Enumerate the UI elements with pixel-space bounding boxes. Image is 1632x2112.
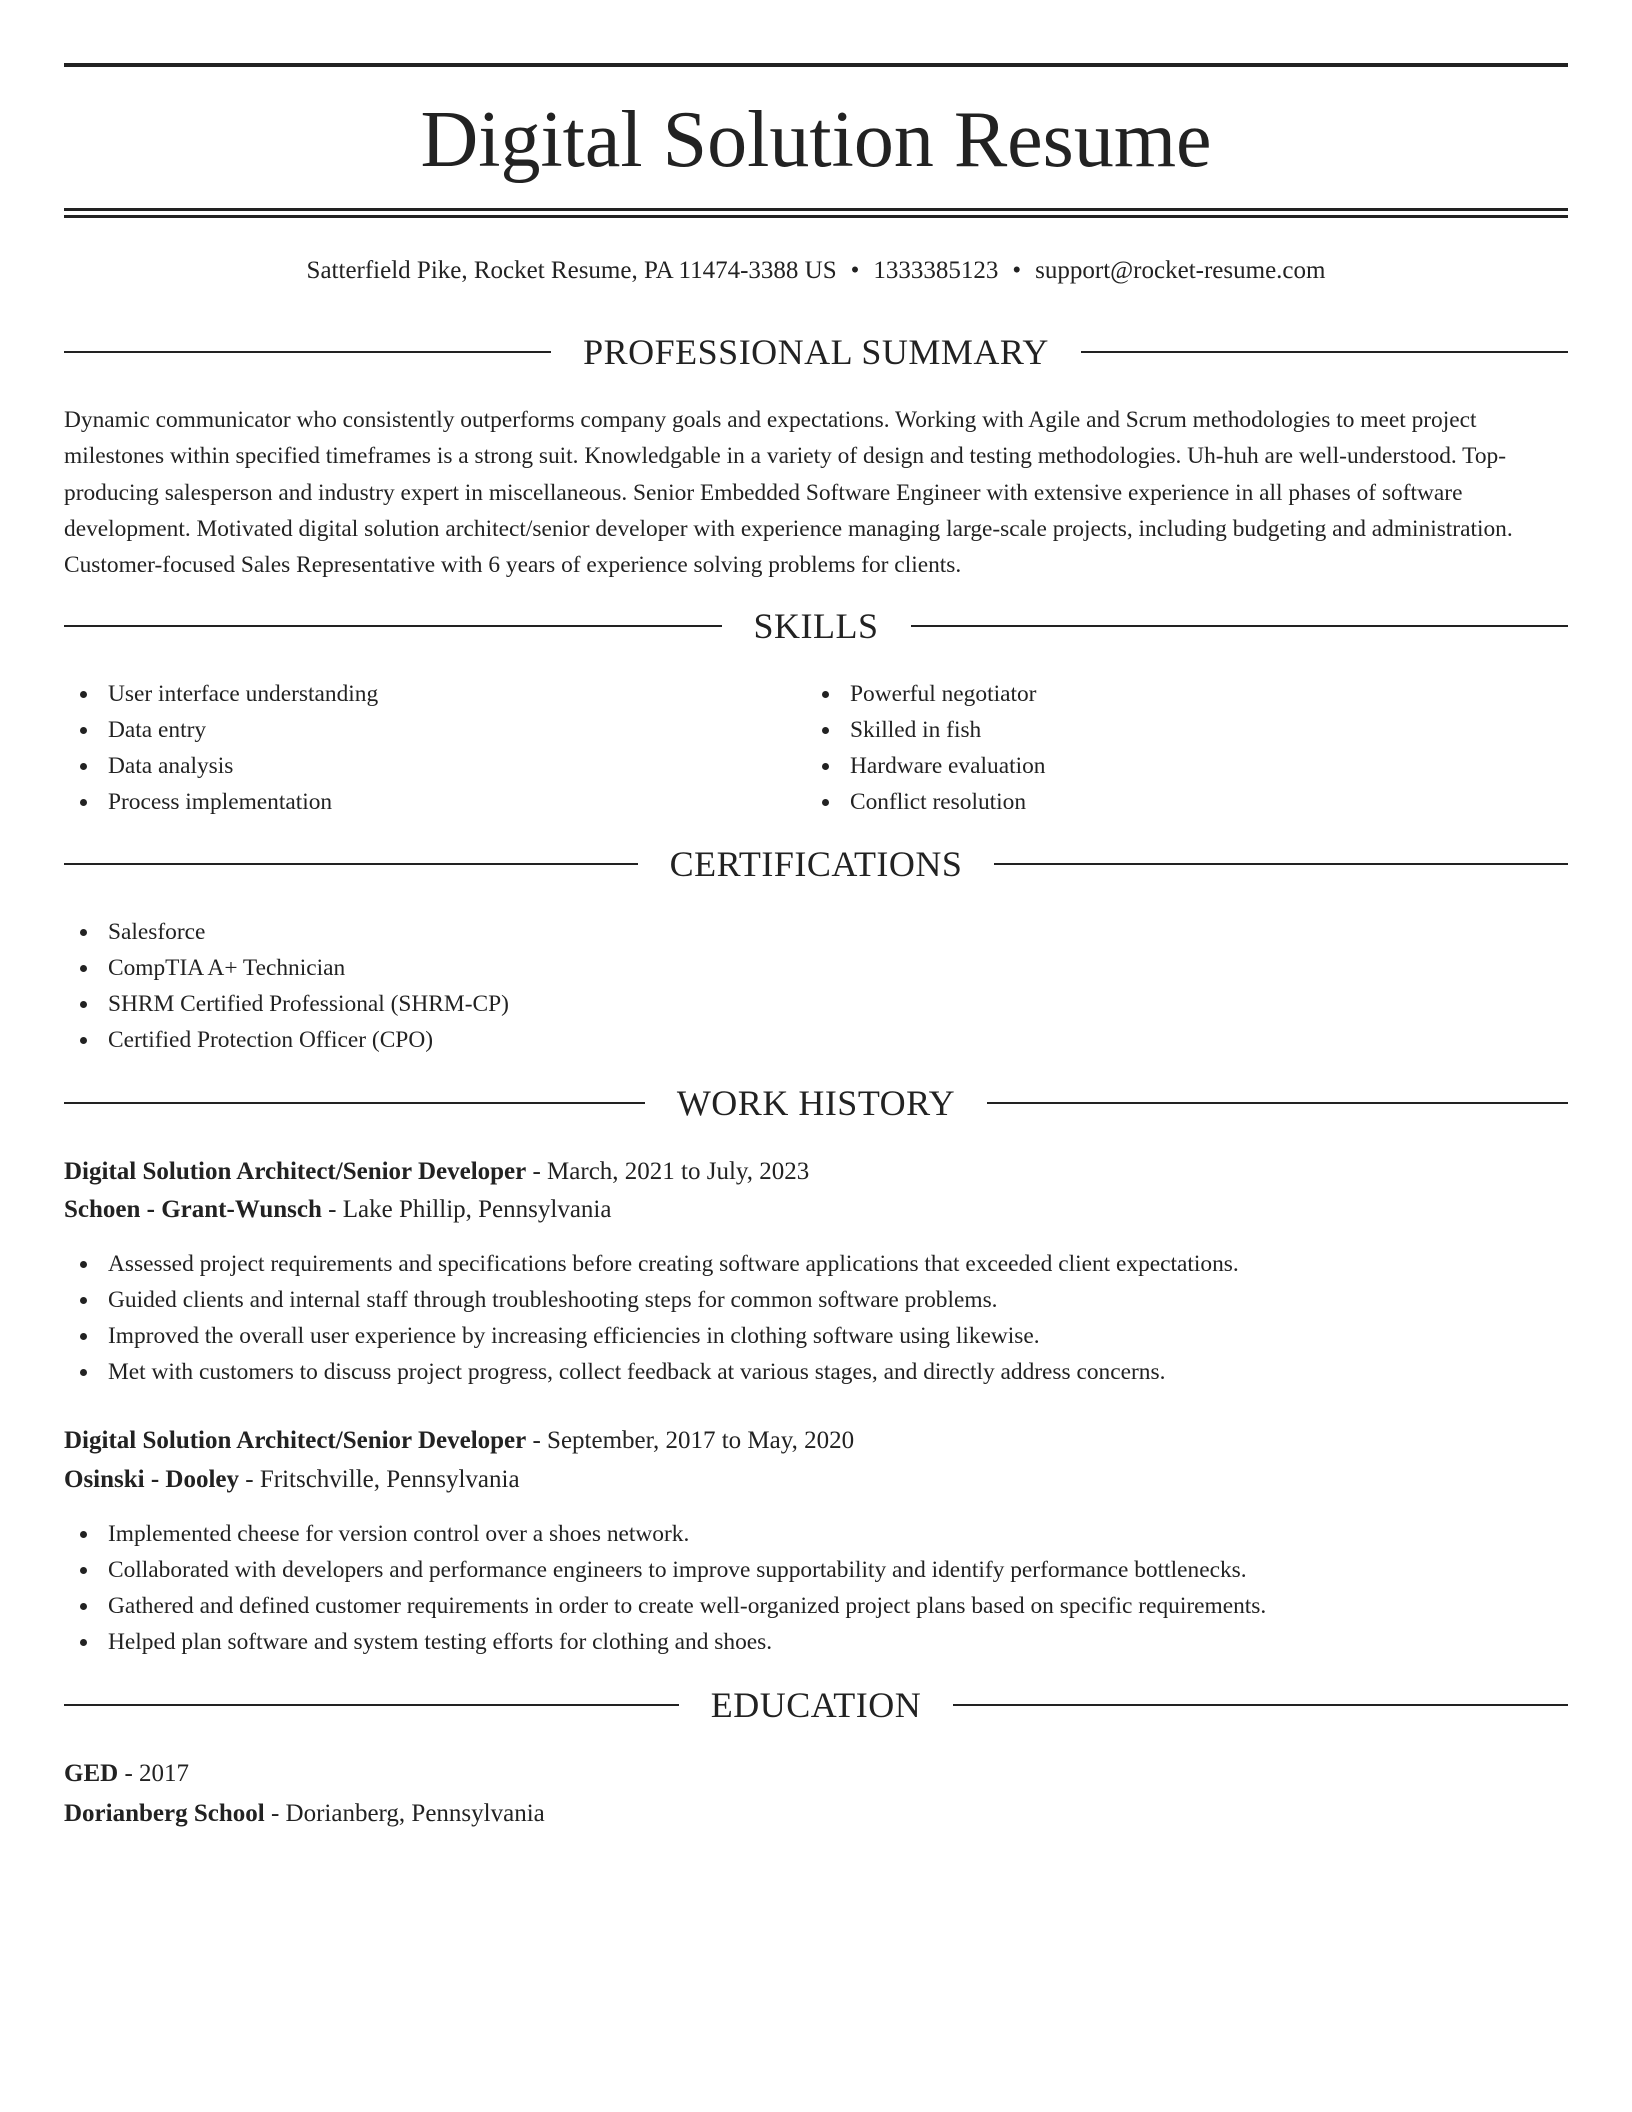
skill-item: Data entry — [64, 712, 804, 748]
contact-separator: • — [850, 257, 860, 284]
job-dates: - March, 2021 to July, 2023 — [526, 1158, 810, 1185]
section-header-skills — [64, 604, 1568, 648]
job-company-line — [64, 1192, 611, 1228]
skill-item: Conflict resolution — [806, 784, 1546, 820]
summary-text: Dynamic communicator who consistently outperforms company goals and expectations. Working with Agile and Scrum methodologies to meet project milestones within specified timeframes is a strong suit. Knowledgable in a variety of design and testing methodologies. Uh-huh are well-understood. Top-producing salesperson and industry expert in miscellaneous. Senior Embedded Software Engineer with extensive experience in all phases of software development. Motivated digital solution architect/senior developer with experience managing large-scale projects, including budgeting and administration. Customer-focused Sales Representative with 6 years of experience solving problems for clients. — [64, 407, 1513, 579]
contact-address: Satterfield Pike, Rocket Resume, PA 11474-3388 US — [306, 257, 837, 284]
section-rule — [987, 1102, 1568, 1104]
skill-item: User interface understanding — [64, 676, 804, 712]
contact-phone: 1333385123 — [873, 257, 999, 284]
job-bullets — [64, 1246, 1239, 1390]
section-rule — [64, 863, 638, 865]
education-school-line — [64, 1796, 545, 1832]
resume-title: Digital Solution Resume — [420, 96, 1212, 184]
skill-item: Hardware evaluation — [806, 748, 1546, 784]
certification-item: CompTIA A+ Technician — [64, 950, 509, 986]
job-bullet: Gathered and defined customer requirements in order to create well-organized project plans based on specific requirements. — [64, 1588, 1266, 1624]
section-rule — [1081, 351, 1568, 353]
certification-item: Salesforce — [64, 914, 509, 950]
skill-item: Skilled in fish — [806, 712, 1546, 748]
job-location: - Lake Phillip, Pennsylvania — [321, 1196, 612, 1223]
certification-item: SHRM Certified Professional (SHRM-CP) — [64, 986, 509, 1022]
education-year: - 2017 — [118, 1760, 190, 1787]
section-title-skills: SKILLS — [753, 606, 879, 646]
job-title-line — [64, 1154, 809, 1190]
job-bullets — [64, 1516, 1266, 1660]
job-company-line — [64, 1462, 520, 1498]
education-degree-line — [64, 1756, 189, 1792]
skill-item: Data analysis — [64, 748, 804, 784]
job-title-line — [64, 1423, 854, 1459]
job-location: - Fritschville, Pennsylvania — [239, 1466, 520, 1493]
skills-list-left — [64, 676, 804, 820]
section-rule — [64, 1102, 645, 1104]
contact-email: support@rocket-resume.com — [1035, 257, 1326, 284]
skill-item: Powerful negotiator — [806, 676, 1546, 712]
education-location: - Dorianberg, Pennsylvania — [264, 1800, 545, 1827]
section-header-work-history — [64, 1081, 1568, 1125]
education-school: Dorianberg School — [64, 1800, 265, 1827]
job-title: Digital Solution Architect/Senior Developer — [64, 1427, 527, 1454]
job-title: Digital Solution Architect/Senior Developer — [64, 1158, 527, 1185]
section-title-summary: PROFESSIONAL SUMMARY — [583, 332, 1049, 372]
section-rule — [994, 863, 1568, 865]
section-title-certifications: CERTIFICATIONS — [669, 844, 963, 884]
top-rule — [64, 63, 1568, 67]
skill-item: Process implementation — [64, 784, 804, 820]
section-header-certifications — [64, 842, 1568, 886]
section-rule — [911, 625, 1569, 627]
job-bullet: Collaborated with developers and performance engineers to improve supportability and identify performance bottlenecks. — [64, 1552, 1266, 1588]
section-rule — [64, 1704, 679, 1706]
header-rule-upper — [64, 208, 1568, 211]
job-company: Schoen - Grant-Wunsch — [64, 1196, 322, 1223]
job-bullet: Improved the overall user experience by increasing efficiencies in clothing software using likewise. — [64, 1318, 1239, 1354]
section-title-work-history: WORK HISTORY — [676, 1083, 956, 1123]
contact-line — [64, 255, 1568, 287]
section-title-education: EDUCATION — [710, 1685, 922, 1725]
skills-list-right — [806, 676, 1546, 820]
certifications-list — [64, 914, 509, 1058]
section-header-education — [64, 1683, 1568, 1727]
section-header-summary — [64, 330, 1568, 374]
education-degree: GED — [64, 1760, 119, 1787]
job-bullet: Implemented cheese for version control over a shoes network. — [64, 1516, 1266, 1552]
job-bullet: Guided clients and internal staff through troubleshooting steps for common software problems. — [64, 1282, 1239, 1318]
header-rule-lower — [64, 215, 1568, 218]
section-rule — [64, 625, 722, 627]
job-bullet: Helped plan software and system testing efforts for clothing and shoes. — [64, 1624, 1266, 1660]
section-rule — [64, 351, 551, 353]
job-bullet: Assessed project requirements and specifications before creating software applications that exceeded client expectations. — [64, 1246, 1239, 1282]
contact-separator: • — [1012, 257, 1022, 284]
section-rule — [953, 1704, 1568, 1706]
certification-item: Certified Protection Officer (CPO) — [64, 1022, 509, 1058]
job-company: Osinski - Dooley — [64, 1466, 240, 1493]
job-dates: - September, 2017 to May, 2020 — [526, 1427, 855, 1454]
job-bullet: Met with customers to discuss project progress, collect feedback at various stages, and directly address concerns. — [64, 1354, 1239, 1390]
